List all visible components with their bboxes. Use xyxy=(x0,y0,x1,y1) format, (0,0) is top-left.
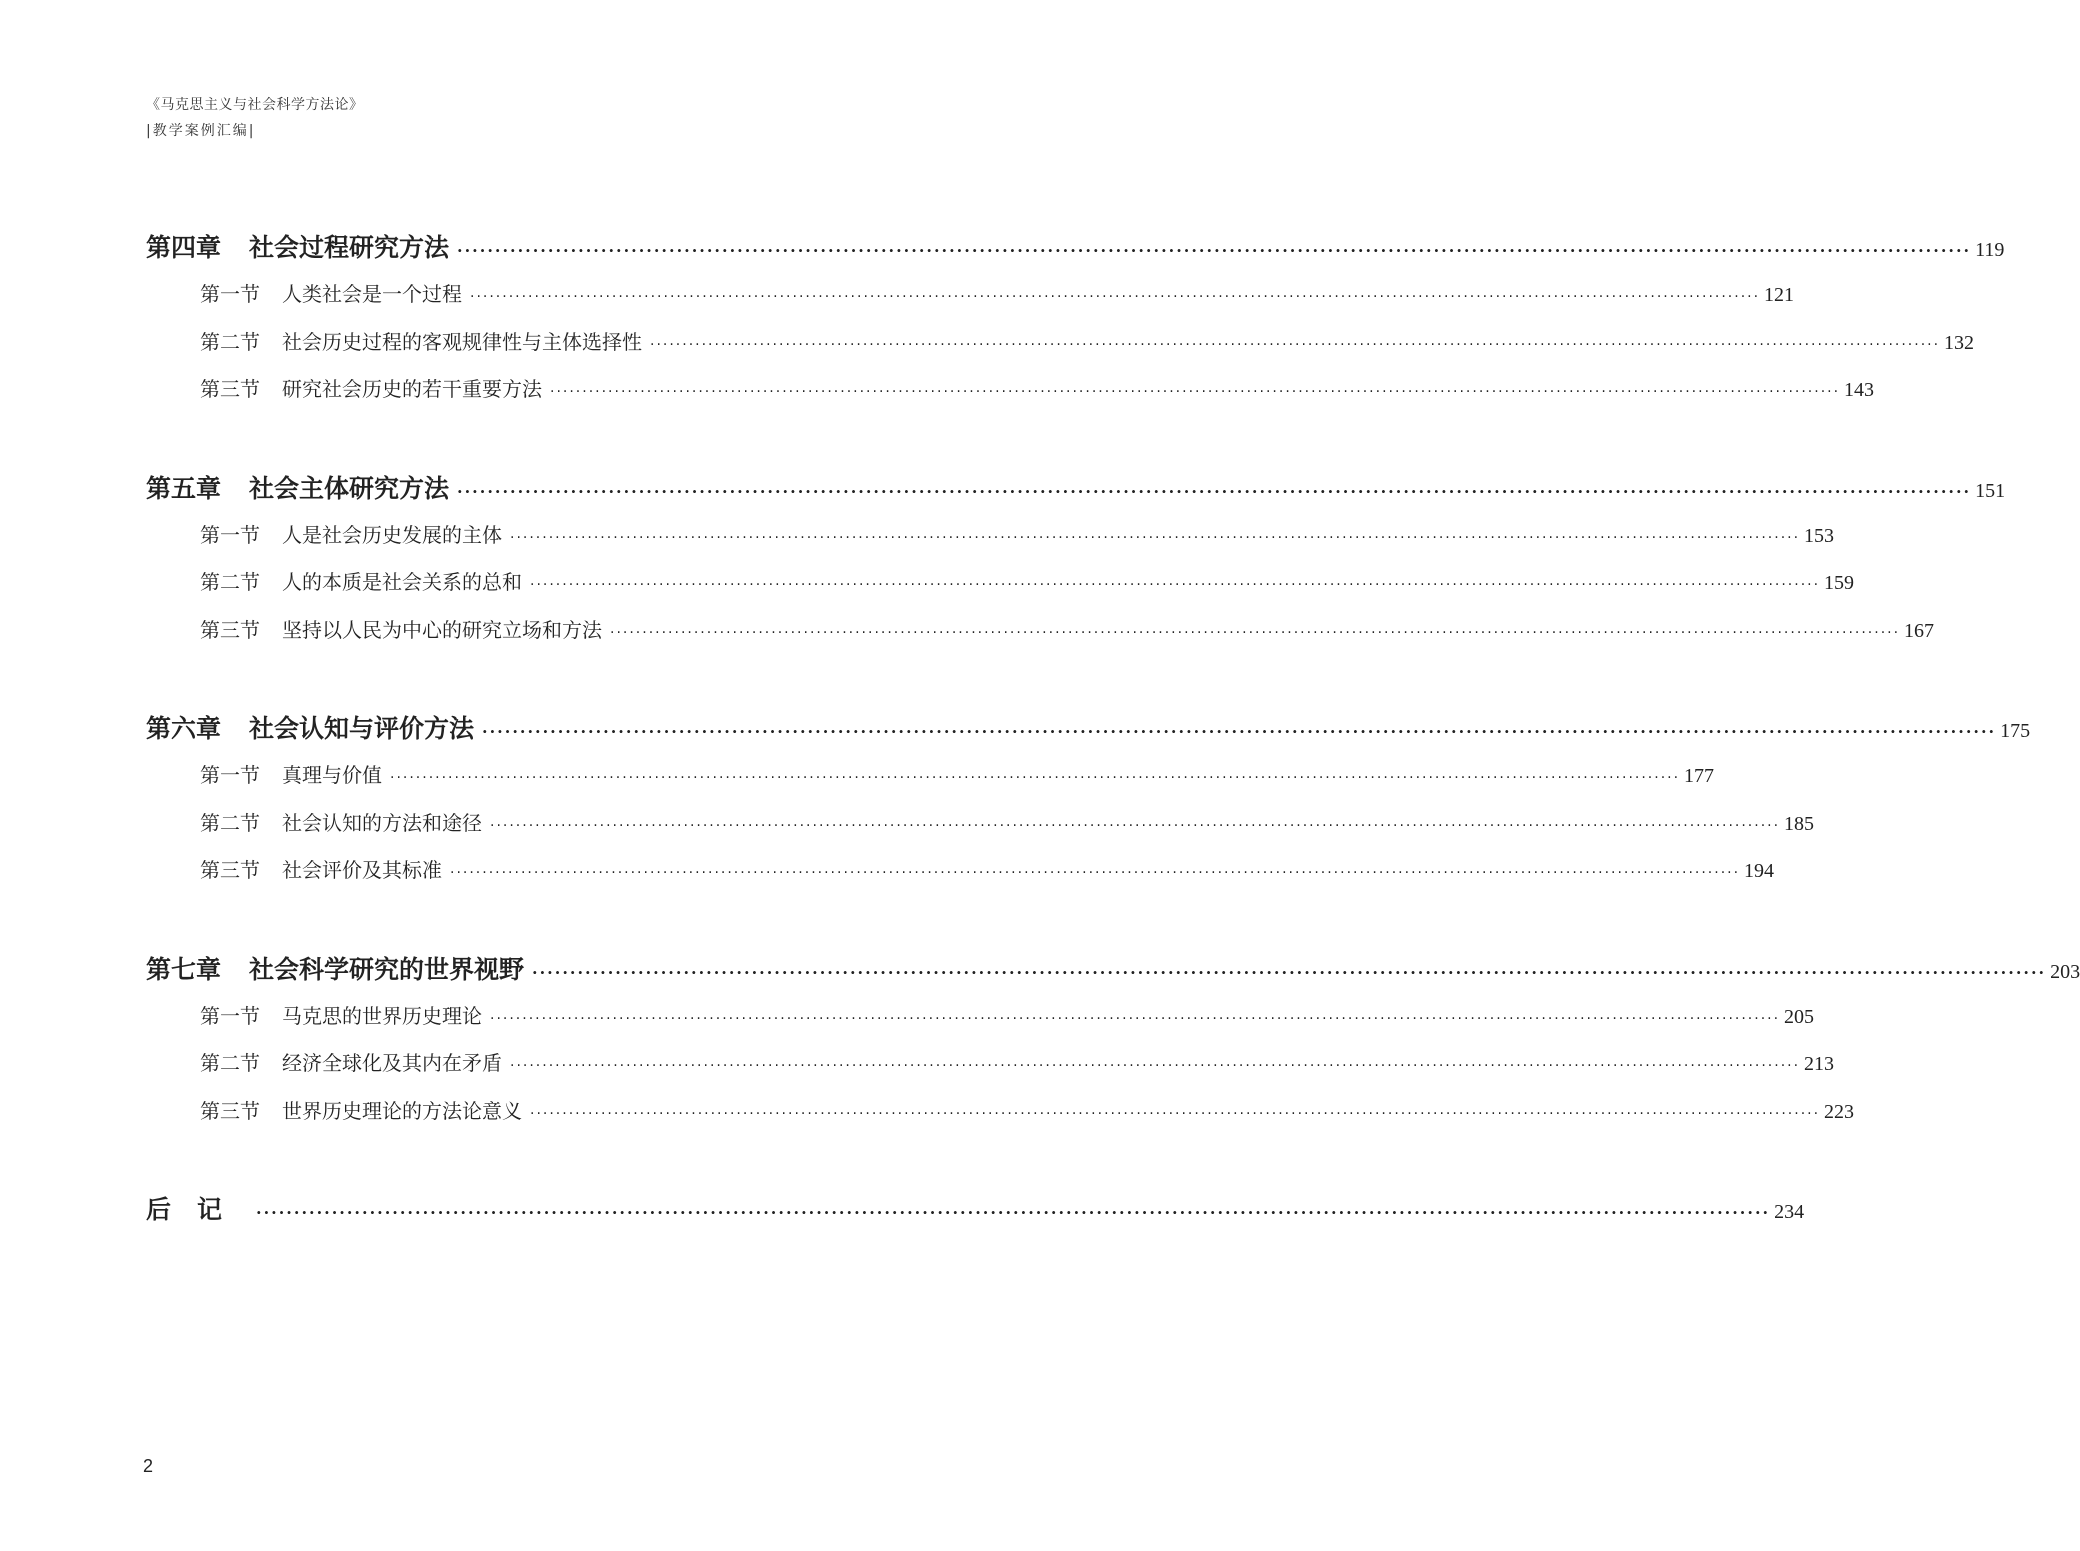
afterword-entry[interactable] xyxy=(146,1190,1805,1240)
toc-chapter-6 xyxy=(146,709,2031,902)
dot-leader: ········································································································································································································ xyxy=(256,1203,1771,1222)
dot-leader: ········································································································································································································ xyxy=(532,962,2047,982)
chapter-page: 175 xyxy=(2000,720,2031,742)
chapter-page: 203 xyxy=(2050,960,2080,983)
section-entry[interactable] xyxy=(146,854,1775,902)
chapter-page: 151 xyxy=(1975,479,2006,502)
section-title: 人的本质是社会关系的总和 xyxy=(282,570,522,594)
dot-leader: ········································································································································································································ xyxy=(490,1010,1781,1027)
afterword-page: 234 xyxy=(1774,1201,1805,1223)
dot-leader: ········································································································································································································ xyxy=(530,1105,1821,1122)
dot-leader: ········································································································································································································ xyxy=(450,865,1741,881)
chapter-entry[interactable] xyxy=(146,228,2005,278)
toc-chapter-7 xyxy=(146,950,2080,1143)
chapter-title: 社会科学研究的世界视野 xyxy=(249,954,525,984)
dot-leader: ········································································································································································································ xyxy=(610,624,1901,641)
section-title: 人类社会是一个过程 xyxy=(282,282,462,306)
section-number: 第一节 xyxy=(200,763,260,787)
section-entry[interactable] xyxy=(146,614,1935,662)
section-number: 第三节 xyxy=(200,1098,260,1123)
chapter-title: 社会认知与评价方法 xyxy=(249,714,475,743)
section-title: 人是社会历史发展的主体 xyxy=(282,522,502,547)
chapter-title: 社会过程研究方法 xyxy=(249,233,450,262)
dot-leader: ········································································································································································································ xyxy=(470,289,1761,305)
section-page: 153 xyxy=(1804,524,1835,547)
section-entry[interactable] xyxy=(146,759,1715,807)
dot-leader: ········································································································································································································ xyxy=(650,336,1941,353)
section-entry[interactable] xyxy=(146,278,1795,326)
table-of-contents xyxy=(146,228,2080,1240)
section-title: 真理与价值 xyxy=(282,763,382,787)
running-header xyxy=(146,92,364,144)
section-number: 第一节 xyxy=(200,522,260,547)
toc-chapter-5 xyxy=(146,469,2006,662)
section-title: 世界历史理论的方法论意义 xyxy=(282,1098,522,1123)
section-entry[interactable] xyxy=(146,807,1815,855)
section-page: 223 xyxy=(1824,1100,1855,1123)
dot-leader: ········································································································································································································ xyxy=(530,577,1821,593)
section-number: 第二节 xyxy=(200,810,260,835)
section-title: 社会认知的方法和途径 xyxy=(282,810,482,835)
section-number: 第二节 xyxy=(200,570,260,594)
section-page: 159 xyxy=(1824,572,1855,594)
page-number: 2 xyxy=(143,1456,154,1476)
dot-leader: ········································································································································································································ xyxy=(510,1058,1801,1074)
section-entry[interactable] xyxy=(146,1047,1835,1095)
section-page: 213 xyxy=(1804,1053,1835,1075)
chapter-page: 119 xyxy=(1975,239,2005,261)
section-number: 第二节 xyxy=(200,329,260,354)
dot-leader: ········································································································································································································ xyxy=(390,770,1681,786)
section-page: 143 xyxy=(1844,379,1875,401)
section-page: 185 xyxy=(1784,812,1815,835)
section-number: 第一节 xyxy=(200,1003,260,1028)
section-entry[interactable] xyxy=(146,326,1975,374)
chapter-entry[interactable] xyxy=(146,709,2031,759)
dot-leader: ········································································································································································································ xyxy=(490,817,1781,834)
dot-leader: ········································································································································································································ xyxy=(550,384,1841,400)
dot-leader: ········································································································································································································ xyxy=(482,722,1997,741)
section-number: 第二节 xyxy=(200,1051,260,1075)
series-subtitle: |教学案例汇编| xyxy=(146,123,256,139)
section-number: 第三节 xyxy=(200,858,260,882)
section-number: 第三节 xyxy=(200,377,260,401)
section-title: 马克思的世界历史理论 xyxy=(282,1003,482,1028)
section-number: 第三节 xyxy=(200,617,260,642)
dot-leader: ········································································································································································································ xyxy=(510,529,1801,546)
section-title: 经济全球化及其内在矛盾 xyxy=(282,1051,502,1075)
chapter-number: 第七章 xyxy=(146,954,222,984)
section-page: 132 xyxy=(1944,331,1975,354)
dot-leader: ········································································································································································································ xyxy=(457,241,1972,260)
chapter-title: 社会主体研究方法 xyxy=(249,473,450,503)
section-number: 第一节 xyxy=(200,282,260,306)
afterword-title: 后记 xyxy=(146,1195,249,1224)
section-title: 坚持以人民为中心的研究立场和方法 xyxy=(282,617,602,642)
toc-afterword xyxy=(146,1190,1805,1240)
section-title: 研究社会历史的若干重要方法 xyxy=(282,377,542,401)
section-entry[interactable] xyxy=(146,519,1835,567)
section-page: 194 xyxy=(1744,860,1775,882)
section-entry[interactable] xyxy=(146,1000,1815,1048)
section-title: 社会评价及其标准 xyxy=(282,858,442,882)
chapter-entry[interactable] xyxy=(146,469,2006,519)
section-entry[interactable] xyxy=(146,566,1855,614)
chapter-number: 第五章 xyxy=(146,473,222,503)
section-page: 121 xyxy=(1764,284,1795,306)
series-title: 《马克思主义与社会科学方法论》 xyxy=(146,97,364,113)
chapter-number: 第四章 xyxy=(146,233,222,262)
dot-leader: ········································································································································································································ xyxy=(457,481,1972,501)
section-page: 177 xyxy=(1684,765,1715,787)
section-page: 205 xyxy=(1784,1005,1815,1028)
chapter-number: 第六章 xyxy=(146,714,222,743)
chapter-entry[interactable] xyxy=(146,950,2080,1000)
section-title: 社会历史过程的客观规律性与主体选择性 xyxy=(282,329,642,354)
section-page: 167 xyxy=(1904,619,1935,642)
section-entry[interactable] xyxy=(146,373,1875,421)
toc-chapter-4 xyxy=(146,228,2005,421)
section-entry[interactable] xyxy=(146,1095,1855,1143)
